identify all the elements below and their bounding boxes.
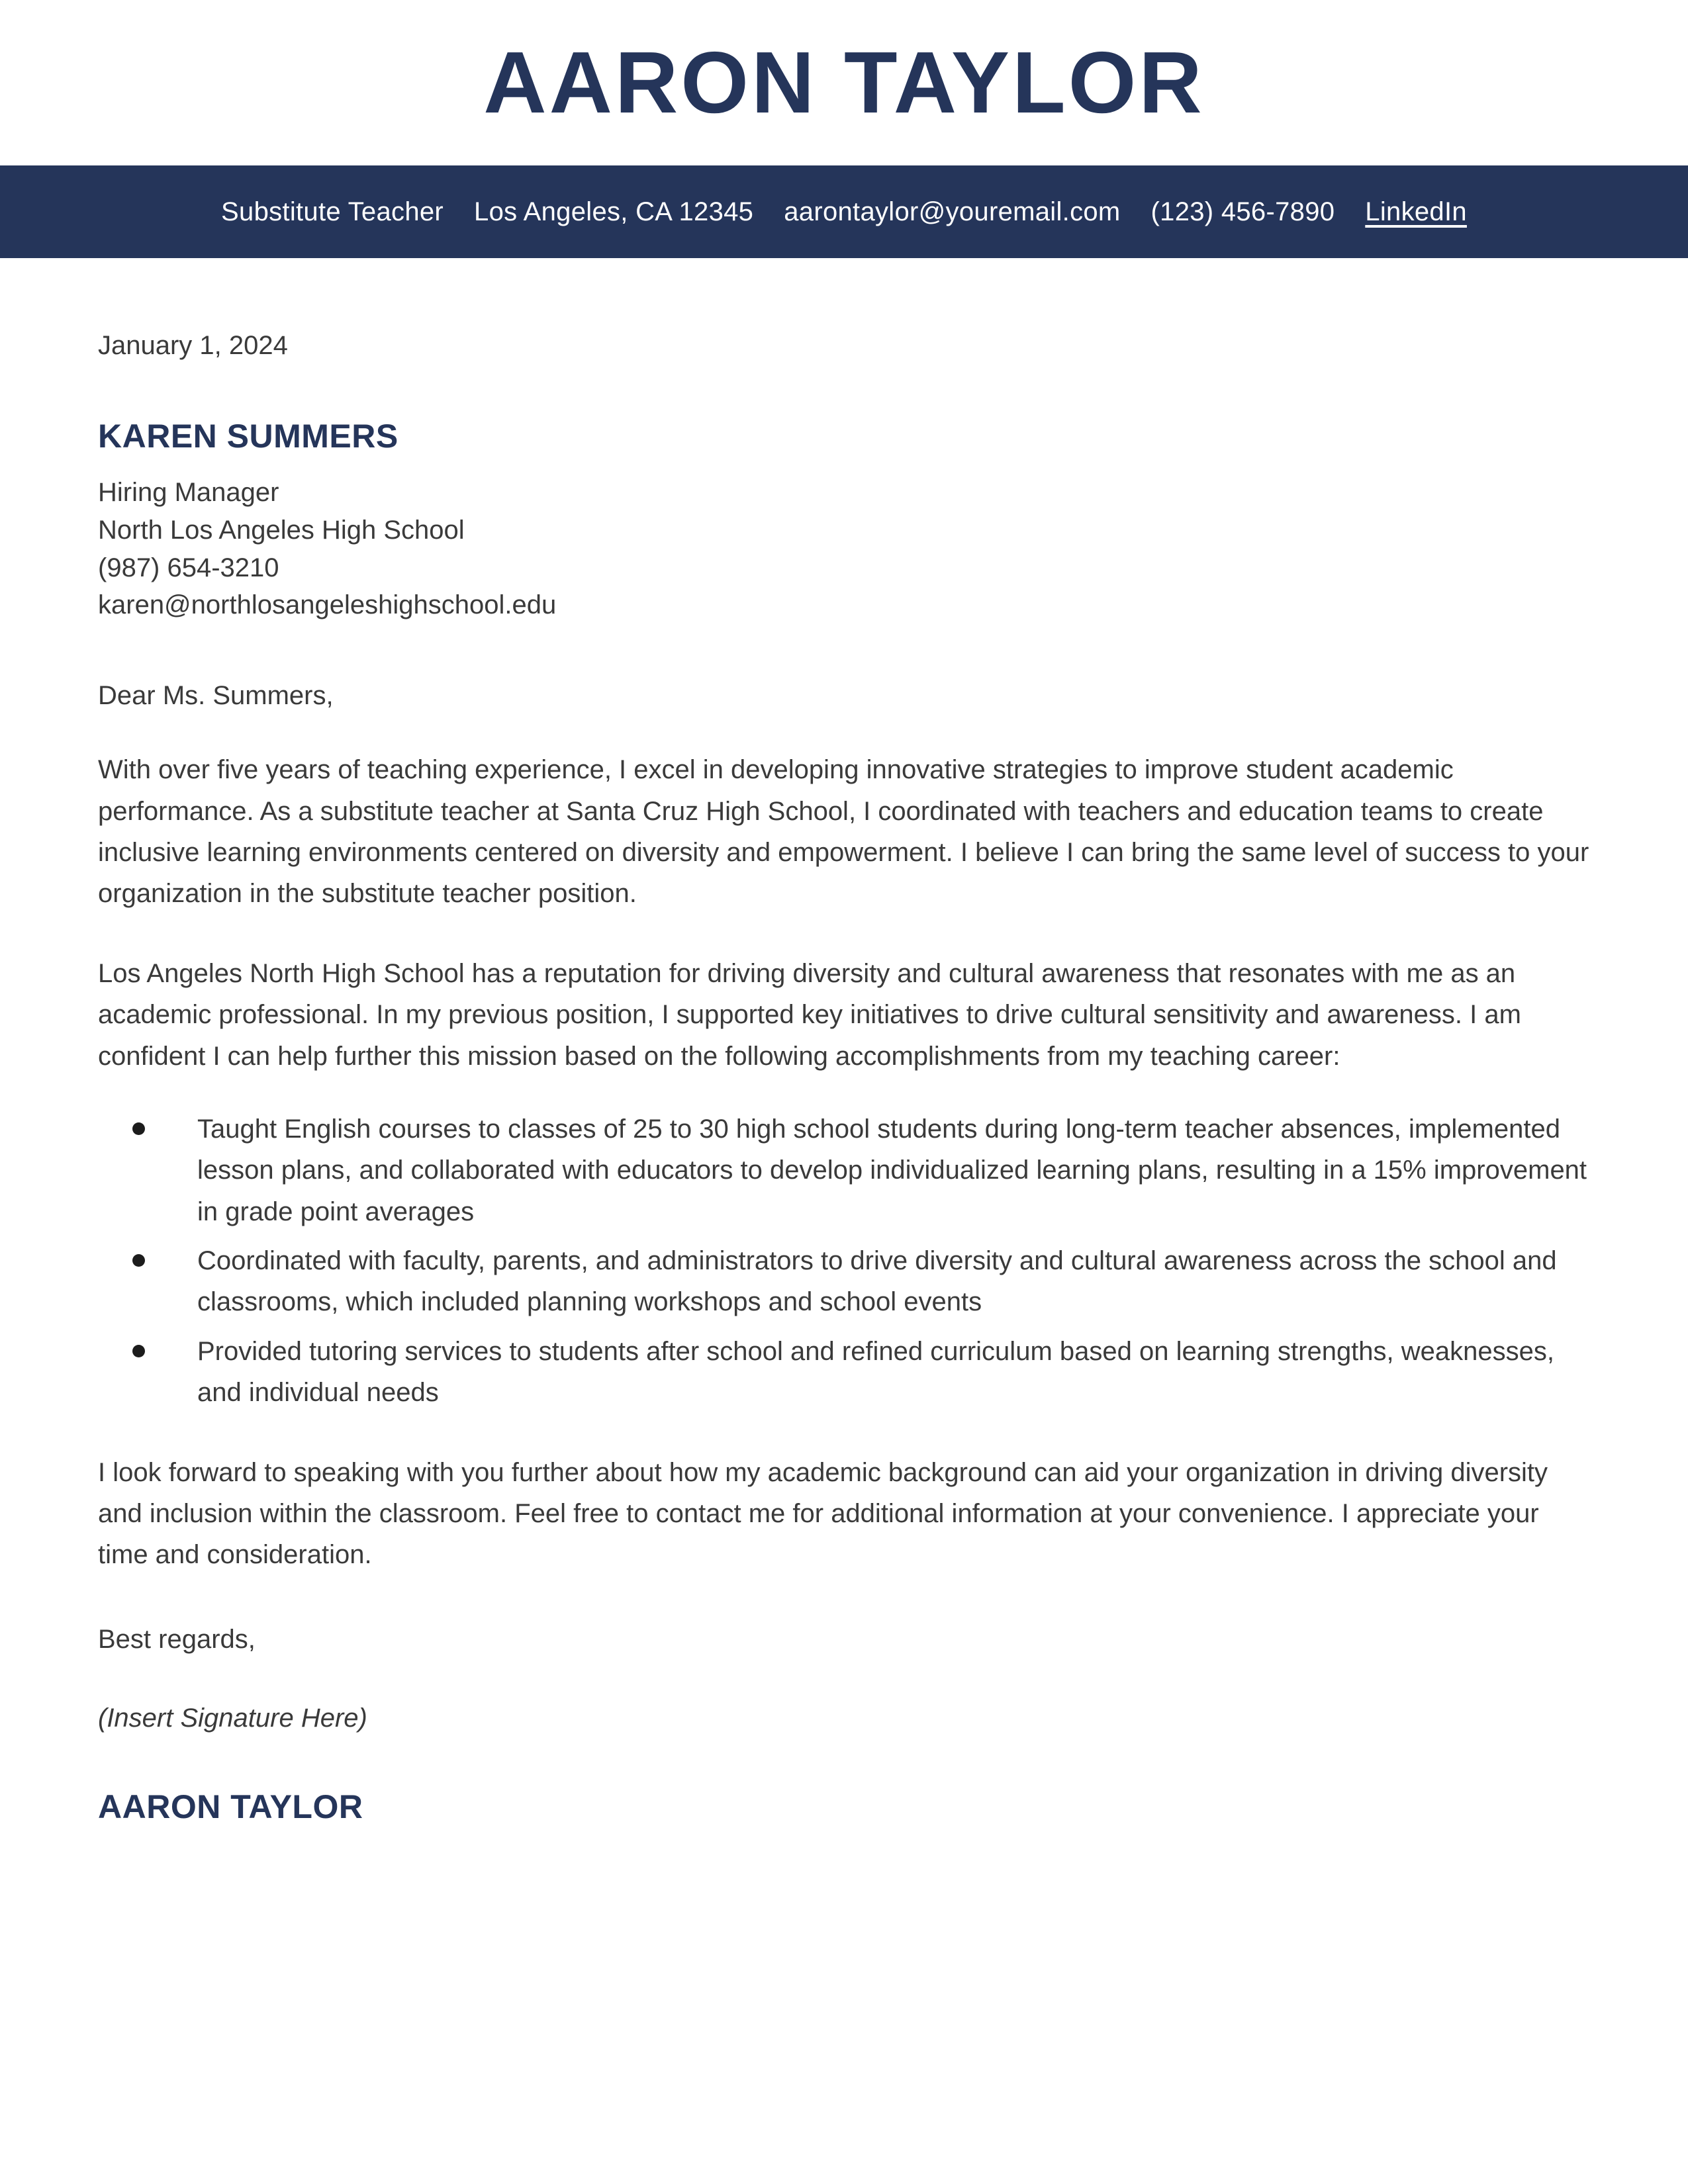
page-title: AARON TAYLOR (483, 34, 1205, 131)
body-paragraph-1: With over five years of teaching experience, I excel in developing innovative strategies to improve student academic performance. As a substitute teacher at Santa Cruz High School, I coordinated with teachers and education teams to create inclusive learning environments centered on diversity and empowerment. I believe I can bring the same level of success to your organization in the substitute teacher position. (98, 755, 1589, 909)
contact-linkedin-link[interactable]: LinkedIn (1365, 197, 1467, 226)
recipient-name: KAREN SUMMERS (98, 418, 399, 455)
candidate-name-band (0, 0, 1688, 165)
salutation: Dear Ms. Summers, (98, 681, 334, 711)
list-item-text: Coordinated with faculty, parents, and administrators to drive diversity and cultural awareness across the school and classrooms, which included planning workshops and school events (197, 1246, 1557, 1317)
contact-location: Los Angeles, CA 12345 (474, 197, 754, 226)
recipient-phone: (987) 654-3210 (98, 553, 279, 582)
recipient-title: Hiring Manager (98, 478, 279, 507)
contact-job-title: Substitute Teacher (221, 197, 444, 226)
accomplishments-list (98, 1109, 1590, 1414)
sign-off: Best regards, (98, 1624, 256, 1654)
contact-list (221, 197, 1467, 227)
closing-paragraph: I look forward to speaking with you further about how my academic background can aid your organization in driving diversity and inclusion within the classroom. Feel free to contact me for additional information at your convenience. I appreciate your time and consideration. (98, 1457, 1548, 1570)
recipient-email: karen@northlosangeleshighschool.edu (98, 590, 557, 620)
bullet-dot-icon (132, 1122, 145, 1135)
letter-body (0, 331, 1688, 1826)
contact-phone: (123) 456-7890 (1150, 197, 1335, 226)
letter-date: January 1, 2024 (98, 331, 288, 360)
bullet-dot-icon (132, 1254, 145, 1267)
recipient-block (98, 417, 1590, 624)
list-item-text: Taught English courses to classes of 25 to 30 high school students during long-term teacher absences, implemented lesson plans, and collaborated with educators to develop individualized learning plans, resulting in a 15% improvement in grade point averages (197, 1114, 1587, 1226)
letter-header (0, 0, 1688, 258)
list-item (98, 1331, 1590, 1414)
bullet-dot-icon (132, 1345, 145, 1357)
contact-email[interactable]: aarontaylor@youremail.com (784, 197, 1121, 226)
list-item (98, 1109, 1590, 1232)
body-paragraph-2: Los Angeles North High School has a reputation for driving diversity and cultural awareness that resonates with me as an academic professional. In my previous position, I supported key initiatives to drive cultural sensitivity and awareness. I am confident I can help further this mission based on the following accomplishments from my teaching career: (98, 958, 1521, 1071)
signature-name: AARON TAYLOR (98, 1788, 363, 1825)
contact-bar (0, 165, 1688, 258)
list-item-text: Provided tutoring services to students after school and refined curriculum based on learning strengths, weaknesses, and individual needs (197, 1336, 1554, 1408)
list-item (98, 1240, 1590, 1323)
signature-placeholder: (Insert Signature Here) (98, 1703, 367, 1733)
recipient-organization: North Los Angeles High School (98, 515, 465, 545)
